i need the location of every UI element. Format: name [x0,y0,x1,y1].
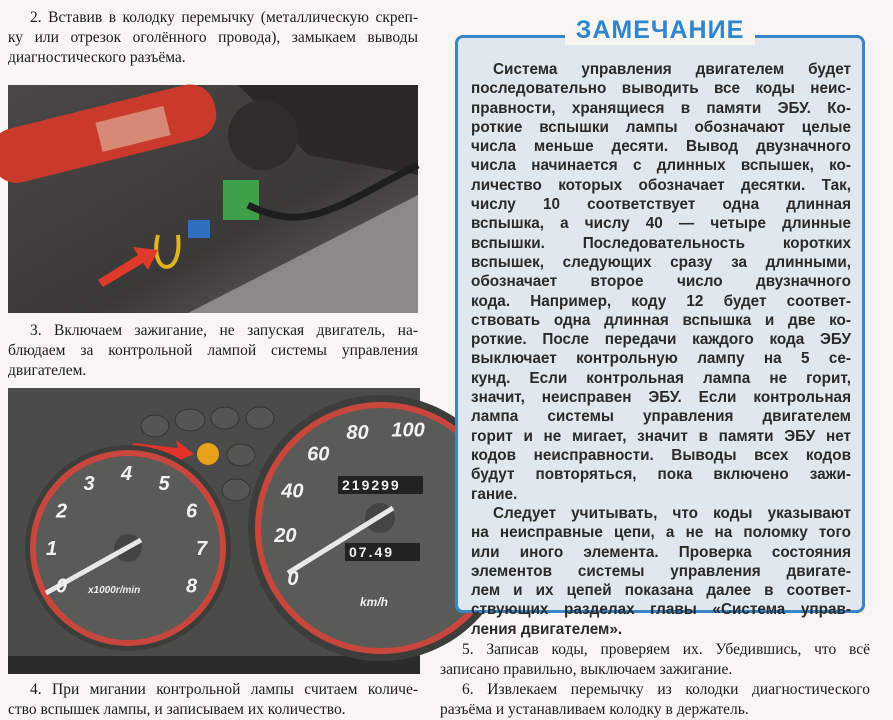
text-line: кунд. Если контрольная лампа не горит, [471,369,851,387]
step-3-text [8,321,418,381]
text-line: на неисправные цепи, а не на поломку того [471,524,851,542]
text-line: или иного элемента. Проверка состояния [471,543,851,561]
gauge-label: 3 [83,473,95,496]
text-line: диагностического разъёма. [8,49,186,66]
text-line: числа меньше десяти. Вывод двузначного [471,138,851,156]
text-line: лампа системы управления двигателем [471,408,851,426]
gauge-label: 20 [274,524,297,547]
step-4-text [8,680,418,720]
speed-unit: km/h [360,595,389,609]
text-line: числа начинается с длинных вспышек, ко- [471,157,851,175]
text-line: ления двигателем». [471,620,623,638]
text-line: будут повторяться, пока включено зажи- [471,466,851,484]
note-paragraph-1 [471,60,851,504]
trip-meter: 07.49 [349,544,395,560]
gauge-label: 5 [158,473,170,496]
text-line: записано правильно, выключаем зажигание. [440,661,733,678]
text-line: 3. Включаем зажигание, не запуская двигатель, на- [30,322,418,339]
text-line: горит и не мигает, значит в памяти ЭБУ нет [471,427,851,445]
text-line: последовательно выводить все коды неис- [471,80,851,98]
gauge-label: 4 [121,463,133,485]
text-line: Система управления двигателем будет [493,61,851,78]
text-line: обозначает второе число двузначного [471,273,851,291]
text-line: 2. Вставив в колодку перемычку (металлическую скреп- [30,9,418,26]
gauge-label: 8 [185,575,198,598]
gauge-label: 1 [46,538,58,560]
text-line: ство вспышек лампы, и записываем их количество. [8,701,346,718]
text-line: ку или отрезок оголённого провода), замыкаем выводы [8,29,418,46]
text-line: гание. [471,485,518,503]
gauge-label: 2 [56,500,68,523]
text-line: лем и их цепей показана далее в соответ- [471,582,851,600]
text-line: вспышек, следующих сразу за длинными, [471,253,851,271]
odometer: 219299 [342,477,401,493]
text-line: блюдаем за контрольной лампой системы управления [8,342,418,359]
note-title: ЗАМЕЧАНИЕ [565,16,755,45]
gauge-label: 80 [346,421,369,444]
text-line: роткие вспышки лампы обозначают целые [471,118,851,136]
gauge-label: 40 [281,480,304,503]
text-line: вспышка, а числу 40 — четыре длинные [471,215,851,233]
text-line: роткие. После передачи каждого кода ЭБУ [471,331,851,349]
text-line: разъёма и устанавливаем колодку в держатель. [440,701,749,718]
step-5-text [440,640,870,680]
step-6-text [440,680,870,720]
text-line: выключает контрольную лампу на 5 се- [471,350,851,368]
text-line: Следует учитывать, что коды указывают [493,505,851,522]
text-line: кода. Например, коду 12 будет соответ- [471,292,851,310]
text-line: ствовать одна длинная вспышка и две ко- [471,311,851,329]
text-line: ствующих разделах главы «Система управ- [471,601,851,619]
text-line: 4. При мигании контрольной лампы считаем количе- [30,681,418,698]
text-line: кодов неисправности. Выводы всех кодов [471,446,851,464]
note-paragraph-2 [471,504,851,639]
step-2-text [8,8,418,68]
photo-diagnostic-connector [8,85,418,313]
tachometer [25,445,231,651]
text-line: правности, хранящиеся в памяти ЭБУ. Ко- [471,99,851,117]
text-line: элементов системы управления двигате- [471,562,851,580]
gauge-label: 0 [56,575,68,598]
gauge-label: 100 [391,419,425,442]
text-line: двигателем. [8,362,87,379]
gauge-label: 7 [196,538,208,560]
gauge-label: 6 [185,500,198,523]
check-engine-lamp [197,443,219,465]
text-line: 5. Записав коды, проверяем их. Убедившись, что всё [462,641,870,658]
diagnostic-connector [188,220,210,238]
gauge-label: 0 [287,568,299,590]
green-connector [223,180,259,220]
photo-instrument-cluster [8,388,425,674]
gauge-label: 60 [307,443,330,466]
text-line: 6. Извлекаем перемычку из колодки диагностического [462,681,870,698]
text-line: значит, неисправен ЭБУ. Если контрольная [471,389,851,407]
text-line: личество которых обозначает десятки. Так, [471,176,851,194]
text-line: числу 10 соответствует одна длинная [471,196,851,214]
tach-unit: x1000r/min [88,585,141,596]
text-line: вспышки. Последовательность коротких [471,234,851,252]
note-box [455,35,865,638]
